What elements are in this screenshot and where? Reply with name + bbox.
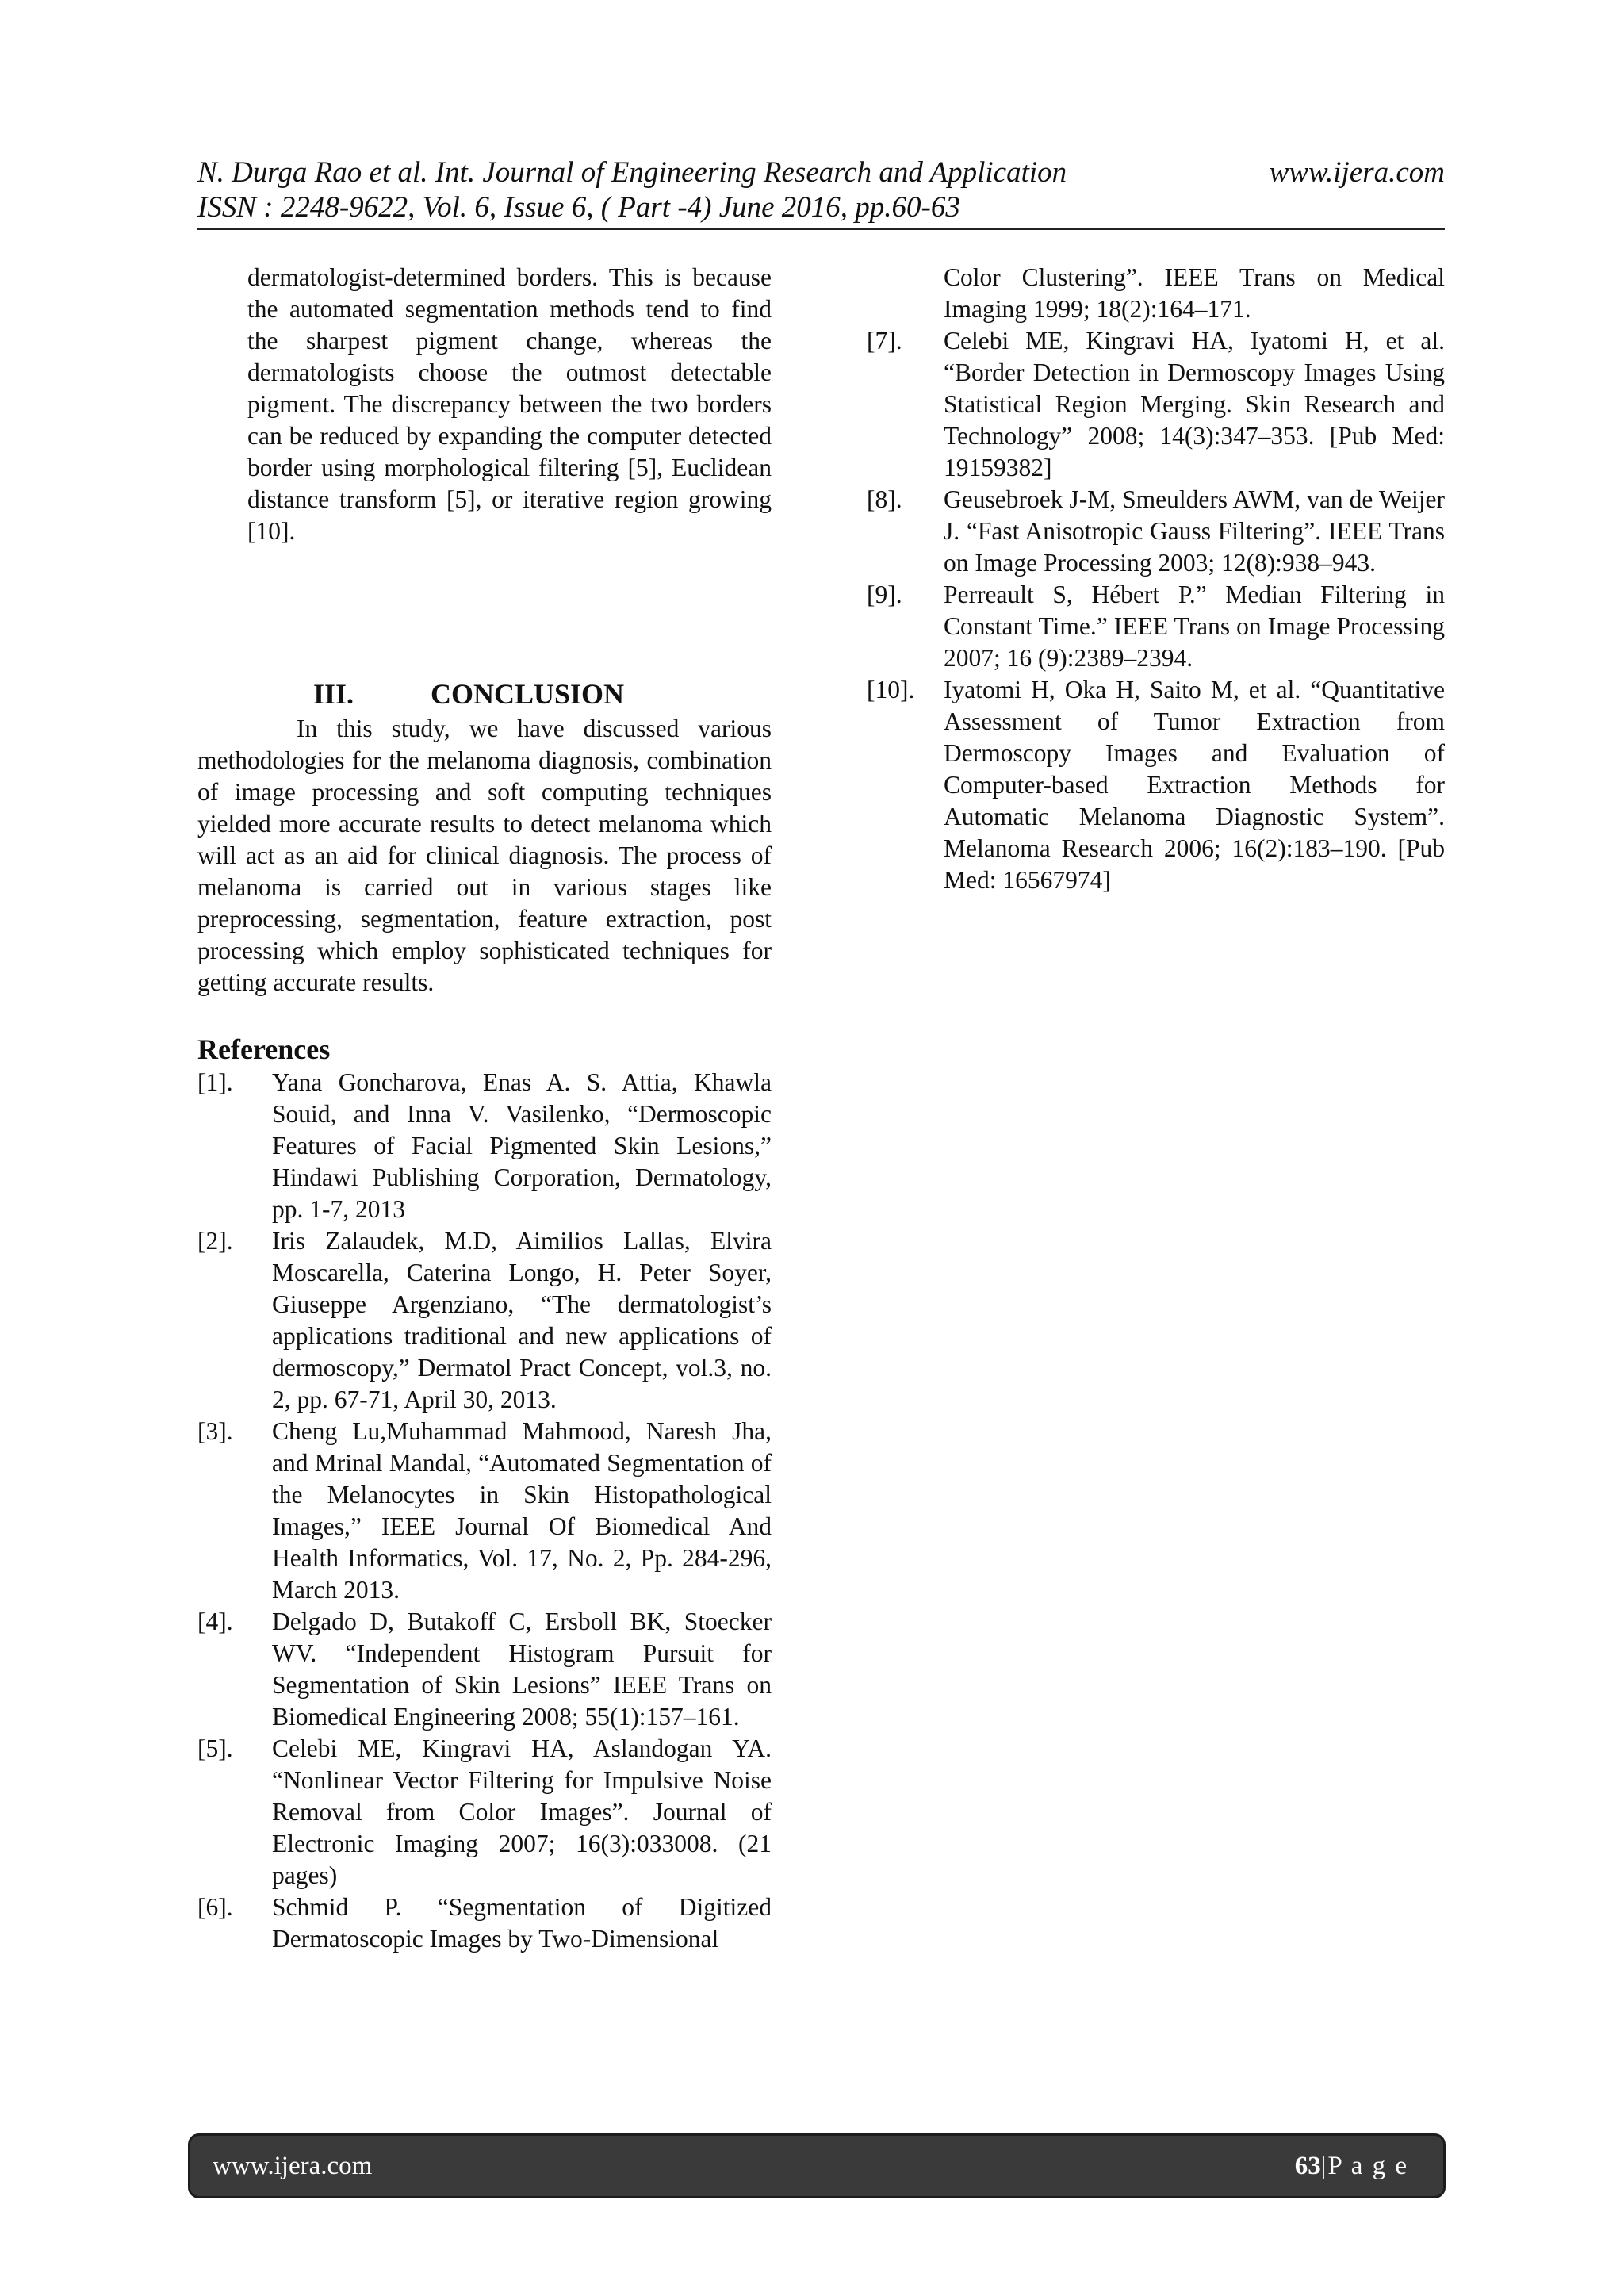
left-column — [197, 262, 772, 1955]
reference-text: Celebi ME, Kingravi HA, Aslandogan YA. “Nonlinear Vector Filtering for Impulsive Noise Removal from Color Images”. Journal of Electronic Imaging 2007; 16(3):033008. (21 pages) — [272, 1734, 772, 1889]
reference-item — [867, 484, 1445, 579]
footer-page — [1295, 2136, 1408, 2196]
reference-number: [8]. — [867, 485, 902, 513]
reference-number: [2]. — [197, 1227, 233, 1255]
section-number: III. — [313, 678, 354, 710]
reference-text: Iyatomi H, Oka H, Saito M, et al. “Quantitative Assessment of Tumor Extraction from Dermoscopy Images and Evaluation of Computer-based Extraction Methods for Automatic Melanoma Diagnostic System”. Melanoma Research 2006; 16(2):183–190. [Pub Med: 16567974] — [944, 676, 1445, 894]
reference-text: Cheng Lu,Muhammad Mahmood, Naresh Jha, and Mrinal Mandal, “Automated Segmentation of the Melanocytes in Skin Histopathological Images,” IEEE Journal Of Biomedical And Health Informatics, Vol. 17, No. 2, Pp. 284-296, March 2013. — [272, 1417, 772, 1604]
reference-item — [867, 579, 1445, 674]
footer-url: www.ijera.com — [213, 2152, 373, 2180]
reference-text: Delgado D, Butakoff C, Ersboll BK, Stoecker WV. “Independent Histogram Pursuit for Segmentation of Skin Lesions” IEEE Trans on Biomedical Engineering 2008; 55(1):157–161. — [272, 1608, 772, 1731]
reference-number: [5]. — [197, 1734, 233, 1762]
reference-number: [6]. — [197, 1893, 233, 1921]
reference-text: Geusebroek J-M, Smeulders AWM, van de Weijer J. “Fast Anisotropic Gauss Filtering”. IEEE Trans on Image Processing 2003; 12(8):938–943. — [944, 485, 1445, 577]
right-column — [867, 262, 1445, 896]
journal-url: www.ijera.com — [1269, 156, 1445, 189]
reference-item — [197, 1606, 772, 1733]
page-footer — [188, 2133, 1446, 2198]
reference-text: Schmid P. “Segmentation of Digitized Dermatoscopic Images by Two-Dimensional — [272, 1893, 772, 1953]
page-header — [197, 155, 1445, 225]
reference-number: [7]. — [867, 327, 902, 355]
reference-item — [867, 674, 1445, 896]
page-number: 63 — [1294, 2152, 1321, 2180]
reference-item — [197, 1416, 772, 1606]
reference-text: Yana Goncharova, Enas A. S. Attia, Khawla Souid, and Inna V. Vasilenko, “Dermoscopic Features of Facial Pigmented Skin Lesions,” Hindawi Publishing Corporation, Dermatology, pp. 1-7, 2013 — [272, 1068, 772, 1223]
conclusion-paragraph: In this study, we have discussed various methodologies for the melanoma diagnosis, combination of image processing and soft computing techniques yielded more accurate results to detect melanoma which will act as an aid for clinical diagnosis. The process of melanoma is carried out in various stages like preprocessing, segmentation, feature extraction, post processing which employ sophisticated techniques for getting accurate results. — [197, 715, 772, 996]
reference-text: Iris Zalaudek, M.D, Aimilios Lallas, Elvira Moscarella, Caterina Longo, H. Peter Soyer, Giuseppe Argenziano, “The dermatologist’s applications traditional and new applications of dermoscopy,” Dermatol Pract Concept, vol.3, no. 2, pp. 67-71, April 30, 2013. — [272, 1227, 772, 1413]
reference-number: [3]. — [197, 1417, 233, 1445]
reference-item — [197, 1892, 772, 1955]
reference-number: [9]. — [867, 581, 902, 608]
intro-paragraph: dermatologist-determined borders. This is because the automated segmentation methods tend to find the sharpest pigment change, whereas the dermatologists choose the outmost detectable pigment. The discrepancy between the two borders can be reduced by expanding the computer detected border using morphological filtering [5], Euclidean distance transform [5], or iterative region growing [10]. — [247, 263, 772, 545]
section-heading — [197, 677, 772, 711]
journal-citation: N. Durga Rao et al. Int. Journal of Engineering Research and Application — [197, 156, 1067, 189]
reference-item-continued — [867, 262, 1445, 325]
reference-text: Celebi ME, Kingravi HA, Iyatomi H, et al. “Border Detection in Dermoscopy Images Using Statistical Region Merging. Skin Research and Technology” 2008; 14(3):347–353. [Pub Med: 19159382] — [944, 327, 1445, 481]
reference-text: Perreault S, Hébert P.” Median Filtering in Constant Time.” IEEE Trans on Image Processing 2007; 16 (9):2389–2394. — [944, 581, 1445, 672]
reference-number: [4]. — [197, 1608, 233, 1635]
section-title: CONCLUSION — [431, 678, 625, 710]
page-label: |P a g e — [1320, 2152, 1408, 2180]
reference-item — [867, 325, 1445, 484]
header-line-1 — [197, 155, 1445, 190]
reference-item — [197, 1067, 772, 1225]
reference-item — [197, 1225, 772, 1416]
references-heading: References — [197, 1033, 331, 1065]
header-rule — [197, 228, 1445, 230]
issn-line: ISSN : 2248-9622, Vol. 6, Issue 6, ( Part -4) June 2016, pp.60-63 — [197, 191, 960, 224]
reference-number: [1]. — [197, 1068, 233, 1096]
reference-number: [10]. — [867, 676, 915, 703]
reference-text: Color Clustering”. IEEE Trans on Medical Imaging 1999; 18(2):164–171. — [944, 263, 1445, 323]
reference-item — [197, 1733, 772, 1892]
